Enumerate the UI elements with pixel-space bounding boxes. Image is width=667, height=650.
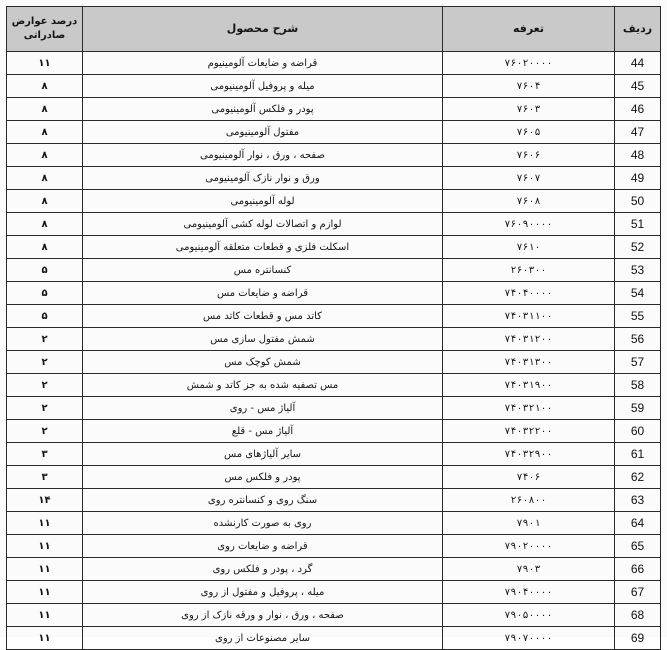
tariff-cell: ۷۴۰۳۱۳۰۰ [443, 351, 615, 374]
table-row [7, 52, 661, 75]
table-row [7, 121, 661, 144]
row-number-cell: 62 [615, 466, 661, 489]
tariff-cell: ۷۶۰۲۰۰۰۰ [443, 52, 615, 75]
tariff-cell: ۲۶۰۳۰۰ [443, 259, 615, 282]
table-row [7, 75, 661, 98]
table-row [7, 535, 661, 558]
tariff-cell: ۷۹۰۴۰۰۰۰ [443, 581, 615, 604]
description-cell: مس تصفیه شده به جز کاتد و شمش [83, 374, 443, 397]
duty-cell: ۲ [7, 374, 83, 397]
duty-cell: ۸ [7, 167, 83, 190]
duty-cell: ۵ [7, 305, 83, 328]
row-number-cell: 46 [615, 98, 661, 121]
row-number-cell: 69 [615, 627, 661, 650]
table-row [7, 190, 661, 213]
row-number-cell: 52 [615, 236, 661, 259]
duty-cell: ۸ [7, 75, 83, 98]
tariff-cell: ۷۴۰۳۱۱۰۰ [443, 305, 615, 328]
header-row-number: ردیف [615, 7, 661, 52]
table-header-row [7, 7, 661, 52]
row-number-cell: 44 [615, 52, 661, 75]
duty-cell: ۳ [7, 466, 83, 489]
tariff-cell: ۷۶۰۵ [443, 121, 615, 144]
description-cell: قراضه و ضایعات آلومینیوم [83, 52, 443, 75]
description-cell: سنگ روی و کنسانتره روی [83, 489, 443, 512]
header-description: شرح محصول [83, 7, 443, 52]
table-row [7, 236, 661, 259]
tariff-cell: ۷۹۰۱ [443, 512, 615, 535]
duty-cell: ۲ [7, 328, 83, 351]
tariff-cell: ۷۶۰۶ [443, 144, 615, 167]
tariff-cell: ۲۶۰۸۰۰ [443, 489, 615, 512]
table-row [7, 420, 661, 443]
description-cell: قراضه و ضایعات روی [83, 535, 443, 558]
row-number-cell: 61 [615, 443, 661, 466]
description-cell: لوله آلومینیومی [83, 190, 443, 213]
table-row [7, 98, 661, 121]
duty-cell: ۲ [7, 420, 83, 443]
tariff-cell: ۷۹۰۷۰۰۰۰ [443, 627, 615, 650]
description-cell: مفتول آلومینیومی [83, 121, 443, 144]
tariff-cell: ۷۴۰۳۲۹۰۰ [443, 443, 615, 466]
table-row [7, 627, 661, 650]
description-cell: آلیاژ مس - قلع [83, 420, 443, 443]
duty-cell: ۱۱ [7, 535, 83, 558]
table-body [7, 52, 661, 650]
duty-cell: ۱۱ [7, 627, 83, 650]
tariff-cell: ۷۶۰۷ [443, 167, 615, 190]
export-duty-table [6, 6, 661, 650]
table-row [7, 604, 661, 627]
row-number-cell: 66 [615, 558, 661, 581]
table-row [7, 305, 661, 328]
description-cell: کاتد مس و قطعات کاتد مس [83, 305, 443, 328]
row-number-cell: 53 [615, 259, 661, 282]
tariff-cell: ۷۴۰۳۱۲۰۰ [443, 328, 615, 351]
description-cell: قراضه و ضایعات مس [83, 282, 443, 305]
duty-cell: ۸ [7, 121, 83, 144]
tariff-cell: ۷۴۰۴۰۰۰۰ [443, 282, 615, 305]
tariff-cell: ۷۹۰۲۰۰۰۰ [443, 535, 615, 558]
duty-cell: ۸ [7, 98, 83, 121]
table-row [7, 259, 661, 282]
row-number-cell: 67 [615, 581, 661, 604]
description-cell: میله ، پروفیل و مفتول از روی [83, 581, 443, 604]
duty-cell: ۳ [7, 443, 83, 466]
duty-cell: ۱۱ [7, 604, 83, 627]
duty-cell: ۸ [7, 144, 83, 167]
table-row [7, 167, 661, 190]
header-export-duty: درصد عوارض صادراتی [7, 7, 83, 52]
description-cell: سایر آلیاژهای مس [83, 443, 443, 466]
description-cell: شمش مفتول سازی مس [83, 328, 443, 351]
table-row [7, 374, 661, 397]
tariff-cell: ۷۹۰۳ [443, 558, 615, 581]
duty-cell: ۲ [7, 397, 83, 420]
row-number-cell: 59 [615, 397, 661, 420]
table-row [7, 213, 661, 236]
description-cell: شمش کوچک مس [83, 351, 443, 374]
row-number-cell: 64 [615, 512, 661, 535]
row-number-cell: 58 [615, 374, 661, 397]
tariff-cell: ۷۶۰۸ [443, 190, 615, 213]
duty-cell: ۸ [7, 190, 83, 213]
row-number-cell: 68 [615, 604, 661, 627]
duty-cell: ۱۱ [7, 558, 83, 581]
description-cell: پودر و فلکس آلومینیومی [83, 98, 443, 121]
row-number-cell: 48 [615, 144, 661, 167]
tariff-cell: ۷۶۰۳ [443, 98, 615, 121]
description-cell: لوازم و اتصالات لوله کشی آلومینیومی [83, 213, 443, 236]
row-number-cell: 50 [615, 190, 661, 213]
duty-cell: ۸ [7, 213, 83, 236]
duty-cell: ۲ [7, 351, 83, 374]
tariff-cell: ۷۶۰۴ [443, 75, 615, 98]
tariff-cell: ۷۶۱۰ [443, 236, 615, 259]
tariff-cell: ۷۹۰۵۰۰۰۰ [443, 604, 615, 627]
duty-cell: ۸ [7, 236, 83, 259]
row-number-cell: 54 [615, 282, 661, 305]
description-cell: آلیاژ مس - روی [83, 397, 443, 420]
table-row [7, 466, 661, 489]
duty-cell: ۵ [7, 259, 83, 282]
tariff-cell: ۷۶۰۹۰۰۰۰ [443, 213, 615, 236]
table-row [7, 558, 661, 581]
row-number-cell: 45 [615, 75, 661, 98]
table-row [7, 443, 661, 466]
description-cell: گرد ، پودر و فلکس روی [83, 558, 443, 581]
header-tariff: تعرفه [443, 7, 615, 52]
table-row [7, 144, 661, 167]
description-cell: سایر مصنوعات از روی [83, 627, 443, 650]
description-cell: ورق و نوار نازک آلومینیومی [83, 167, 443, 190]
duty-cell: ۱۱ [7, 52, 83, 75]
row-number-cell: 57 [615, 351, 661, 374]
table-row [7, 282, 661, 305]
row-number-cell: 55 [615, 305, 661, 328]
row-number-cell: 56 [615, 328, 661, 351]
row-number-cell: 65 [615, 535, 661, 558]
description-cell: صفحه ، ورق ، نوار و ورقه نازک از روی [83, 604, 443, 627]
tariff-cell: ۷۴۰۳۲۲۰۰ [443, 420, 615, 443]
table-row [7, 581, 661, 604]
description-cell: صفحه ، ورق ، نوار آلومینیومی [83, 144, 443, 167]
description-cell: کنسانتره مس [83, 259, 443, 282]
description-cell: پودر و فلکس مس [83, 466, 443, 489]
tariff-cell: ۷۴۰۳۲۱۰۰ [443, 397, 615, 420]
row-number-cell: 60 [615, 420, 661, 443]
duty-cell: ۱۱ [7, 512, 83, 535]
description-cell: میله و پروفیل آلومینیومی [83, 75, 443, 98]
row-number-cell: 63 [615, 489, 661, 512]
tariff-cell: ۷۴۰۶ [443, 466, 615, 489]
row-number-cell: 47 [615, 121, 661, 144]
table-row [7, 512, 661, 535]
row-number-cell: 49 [615, 167, 661, 190]
description-cell: اسکلت فلزی و قطعات متعلقه آلومینیومی [83, 236, 443, 259]
row-number-cell: 51 [615, 213, 661, 236]
table-row [7, 489, 661, 512]
table-row [7, 397, 661, 420]
table-row [7, 328, 661, 351]
description-cell: روی به صورت کارنشده [83, 512, 443, 535]
duty-cell: ۱۴ [7, 489, 83, 512]
duty-cell: ۵ [7, 282, 83, 305]
tariff-cell: ۷۴۰۳۱۹۰۰ [443, 374, 615, 397]
table-row [7, 351, 661, 374]
duty-cell: ۱۱ [7, 581, 83, 604]
